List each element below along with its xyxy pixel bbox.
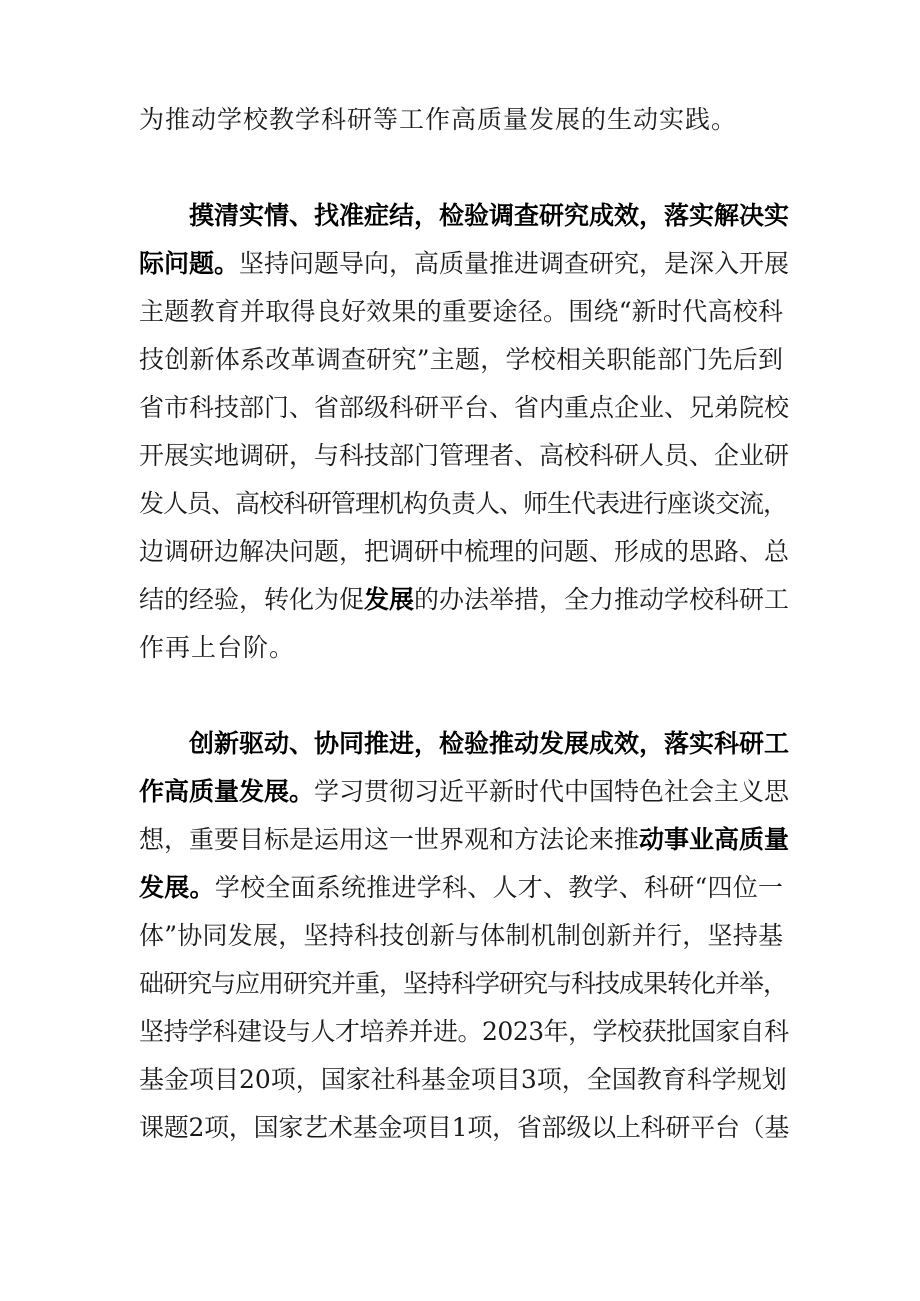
paragraph-line <box>139 432 789 480</box>
paragraph-line <box>139 960 789 1008</box>
emphasis-text: 发展。 <box>139 873 215 902</box>
paragraph-heading-end: 作高质量发展。 <box>139 777 315 806</box>
body-text: 学校全面系统推进学科、人才、教学、科研“四位一 <box>214 873 784 902</box>
paragraph-line <box>139 528 789 576</box>
body-text: 基金项目20项，国家社科基金项目3项，全国教育科学规划 <box>139 1065 787 1094</box>
paragraph-line <box>139 384 789 432</box>
body-text: 技创新体系改革调查研究”主题，学校相关职能部门先后到 <box>139 345 784 374</box>
body-text: 主题教育并取得良好效果的重要途径。围绕“新时代高校科 <box>139 297 784 326</box>
paragraph-line <box>139 1056 789 1104</box>
paragraph-innovation <box>139 720 789 1152</box>
body-text: 体”协同发展，坚持科技创新与体制机制创新并行，坚持基 <box>139 921 784 950</box>
paragraph-line <box>139 624 789 672</box>
body-text: 课题2项，国家艺术基金项目1项，省部级以上科研平台（基 <box>139 1113 790 1142</box>
body-text: 结的经验，转化为促 <box>139 585 365 614</box>
paragraph-continuation-line <box>139 96 789 144</box>
paragraph-investigation <box>139 192 789 672</box>
body-text: 为推动学校教学科研等工作高质量发展的生动实践。 <box>139 105 738 134</box>
body-text: 省市科技部门、省部级科研平台、省内重点企业、兄弟院校 <box>139 393 790 422</box>
body-text: 边调研边解决问题，把调研中梳理的问题、形成的思路、总 <box>139 537 790 566</box>
body-text: 发人员、高校科研管理机构负责人、师生代表进行座谈交流， <box>139 489 788 518</box>
body-text: 开展实地调研，与科技部门管理者、高校科研人员、企业研 <box>139 441 790 470</box>
body-text: 础研究与应用研究并重，坚持科学研究与科技成果转化并举， <box>139 969 788 998</box>
paragraph-line <box>139 864 789 912</box>
paragraph-line <box>139 336 789 384</box>
body-text: 的办法举措，全力推动学校科研工 <box>414 585 790 614</box>
emphasis-text: 发展 <box>364 585 415 614</box>
body-text: 坚持学科建设与人才培养并进。2023年，学校获批国家自科 <box>139 1017 789 1046</box>
paragraph-line <box>139 1104 789 1152</box>
body-text: 想，重要目标是运用这一世界观和方法论来推 <box>139 825 640 854</box>
body-text: 坚持问题导向，高质量推进调查研究，是深入开展 <box>239 249 790 278</box>
emphasis-text: 动事业高质量 <box>639 825 790 854</box>
paragraph-gap <box>139 672 789 720</box>
paragraph-line <box>139 240 789 288</box>
paragraph-heading-line <box>139 192 789 240</box>
paragraph-heading-end: 际问题。 <box>139 249 240 278</box>
paragraph-heading: 创新驱动、协同推进，检验推动发展成效，落实科研工 <box>189 729 790 758</box>
paragraph-heading-line <box>139 720 789 768</box>
paragraph-line <box>139 1008 789 1056</box>
paragraph-gap <box>139 144 789 192</box>
body-text: 作再上台阶。 <box>139 633 296 662</box>
paragraph-line <box>139 480 789 528</box>
paragraph-heading: 摸清实情、找准症结，检验调查研究成效，落实解决实 <box>189 201 790 230</box>
paragraph-line <box>139 816 789 864</box>
body-text: 学习贯彻习近平新时代中国特色社会主义思 <box>314 777 790 806</box>
document-page <box>139 96 789 1152</box>
paragraph-line <box>139 768 789 816</box>
paragraph-line <box>139 912 789 960</box>
paragraph-line <box>139 576 789 624</box>
paragraph-line <box>139 288 789 336</box>
